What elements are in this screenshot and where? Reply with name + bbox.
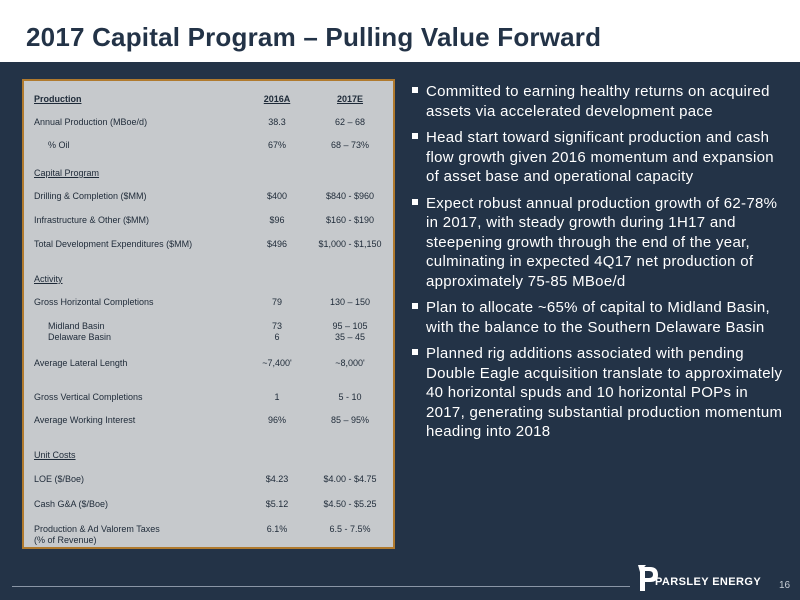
bullet-item	[412, 194, 790, 292]
row-value-2017e: $1,000 - $1,150	[318, 239, 382, 249]
row-label: Production & Ad Valorem Taxes	[34, 524, 160, 534]
row-value-2016a: 73	[271, 321, 282, 331]
bullet-text: Committed to earning healthy returns on acquired assets via accelerated development pace	[426, 83, 770, 120]
row-value-2017e: $160 - $190	[325, 215, 375, 225]
table-row	[24, 297, 393, 311]
row-value-2016a: $400	[266, 191, 288, 201]
section-heading	[24, 168, 393, 182]
table-row	[24, 392, 393, 406]
row-label: Midland Basin	[48, 321, 105, 331]
section-heading	[24, 274, 393, 288]
square-bullet-icon	[412, 303, 418, 309]
bullet-item	[412, 82, 790, 121]
section-heading	[24, 450, 393, 464]
row-label: Total Development Expenditures ($MM)	[34, 239, 193, 249]
bullet-text: Planned rig additions associated with pending Double Eagle acquisition translate to approximately 40 horizontal spuds and 10 horizontal POPs in 2017, generating substantial production momentum heading into 2018	[426, 345, 783, 440]
row-value-2016a: $4.23	[265, 474, 289, 484]
header-2016a: 2016A	[263, 94, 291, 104]
table-row	[24, 499, 393, 513]
footer-divider	[12, 586, 630, 587]
row-label: LOE ($/Boe)	[34, 474, 85, 484]
row-value-2017e: $840 - $960	[325, 191, 375, 201]
title-bar	[0, 0, 800, 62]
table-row-subnote	[24, 535, 393, 549]
bullet-list	[412, 82, 790, 449]
table-row	[24, 415, 393, 429]
page-title: 2017 Capital Program – Pulling Value Forward	[26, 22, 602, 52]
section-capital-program: Capital Program	[34, 168, 100, 178]
row-value-2016a: 79	[271, 297, 282, 307]
bullet-text: Plan to allocate ~65% of capital to Midland Basin, with the balance to the Southern Delaware Basin	[426, 299, 770, 336]
section-unit-costs: Unit Costs	[34, 450, 76, 460]
row-label: Drilling & Completion ($MM)	[34, 191, 147, 201]
row-label: Average Lateral Length	[34, 358, 128, 368]
capital-program-table	[22, 79, 395, 549]
header-production: Production	[34, 94, 82, 104]
table-row	[24, 239, 393, 253]
row-value-2017e: 6.5 - 7.5%	[329, 524, 371, 534]
bullet-text: Expect robust annual production growth of 62-78% in 2017, with steady growth during 1H17 and steepening growth through the end of the year, culminating in expected 4Q17 net production of approximately 75-85 MBoe/d	[426, 194, 778, 290]
company-name: PARSLEY ENERGY	[655, 576, 762, 588]
row-value-2016a: 6	[274, 332, 280, 342]
row-label: Cash G&A ($/Boe)	[34, 499, 109, 509]
row-value-2016a: $96	[269, 215, 285, 225]
row-value-2017e: 5 - 10	[338, 392, 362, 402]
row-value-2017e: $4.50 - $5.25	[323, 499, 377, 509]
row-value-2017e: 130 – 150	[329, 297, 371, 307]
row-value-2016a: 96%	[267, 415, 286, 425]
row-label: % Oil	[48, 140, 70, 150]
table-row	[24, 191, 393, 205]
bullet-text: Head start toward significant production and cash flow growth given 2016 momentum and expansion of asset base and operational capacity	[426, 129, 774, 185]
row-label: (% of Revenue)	[34, 535, 97, 545]
row-label: Gross Horizontal Completions	[34, 297, 154, 307]
row-label: Average Working Interest	[34, 415, 136, 425]
row-label: Annual Production (MBoe/d)	[34, 117, 148, 127]
row-label: Infrastructure & Other ($MM)	[34, 215, 150, 225]
table-row	[24, 474, 393, 488]
bullet-item	[412, 298, 790, 337]
table-row	[24, 117, 393, 131]
table-row	[24, 215, 393, 229]
bullet-item	[412, 344, 790, 442]
row-label: Gross Vertical Completions	[34, 392, 143, 402]
header-2017e: 2017E	[336, 94, 364, 104]
row-value-2016a: $5.12	[265, 499, 289, 509]
row-value-2016a: 38.3	[268, 117, 286, 127]
row-value-2017e: 35 – 45	[334, 332, 366, 342]
table-row	[24, 332, 393, 346]
row-value-2016a: ~7,400'	[262, 358, 292, 368]
row-value-2016a: 67%	[267, 140, 286, 150]
row-value-2016a: $496	[266, 239, 288, 249]
row-value-2017e: 95 – 105	[332, 321, 368, 331]
bullet-item	[412, 128, 790, 187]
row-value-2017e: 62 – 68	[334, 117, 366, 127]
row-value-2016a: 1	[274, 392, 280, 402]
square-bullet-icon	[412, 87, 418, 93]
row-value-2017e: 68 – 73%	[330, 140, 370, 150]
square-bullet-icon	[412, 199, 418, 205]
square-bullet-icon	[412, 349, 418, 355]
row-value-2017e: 85 – 95%	[330, 415, 370, 425]
page-number: 16	[779, 580, 791, 591]
square-bullet-icon	[412, 133, 418, 139]
table-row	[24, 140, 393, 154]
table-header-row	[24, 94, 393, 108]
row-value-2016a: 6.1%	[266, 524, 288, 534]
table-row	[24, 358, 393, 372]
row-value-2017e: $4.00 - $4.75	[323, 474, 377, 484]
row-value-2017e: ~8,000'	[335, 358, 365, 368]
section-activity: Activity	[34, 274, 63, 284]
row-label: Delaware Basin	[48, 332, 112, 342]
table-body	[24, 81, 393, 547]
